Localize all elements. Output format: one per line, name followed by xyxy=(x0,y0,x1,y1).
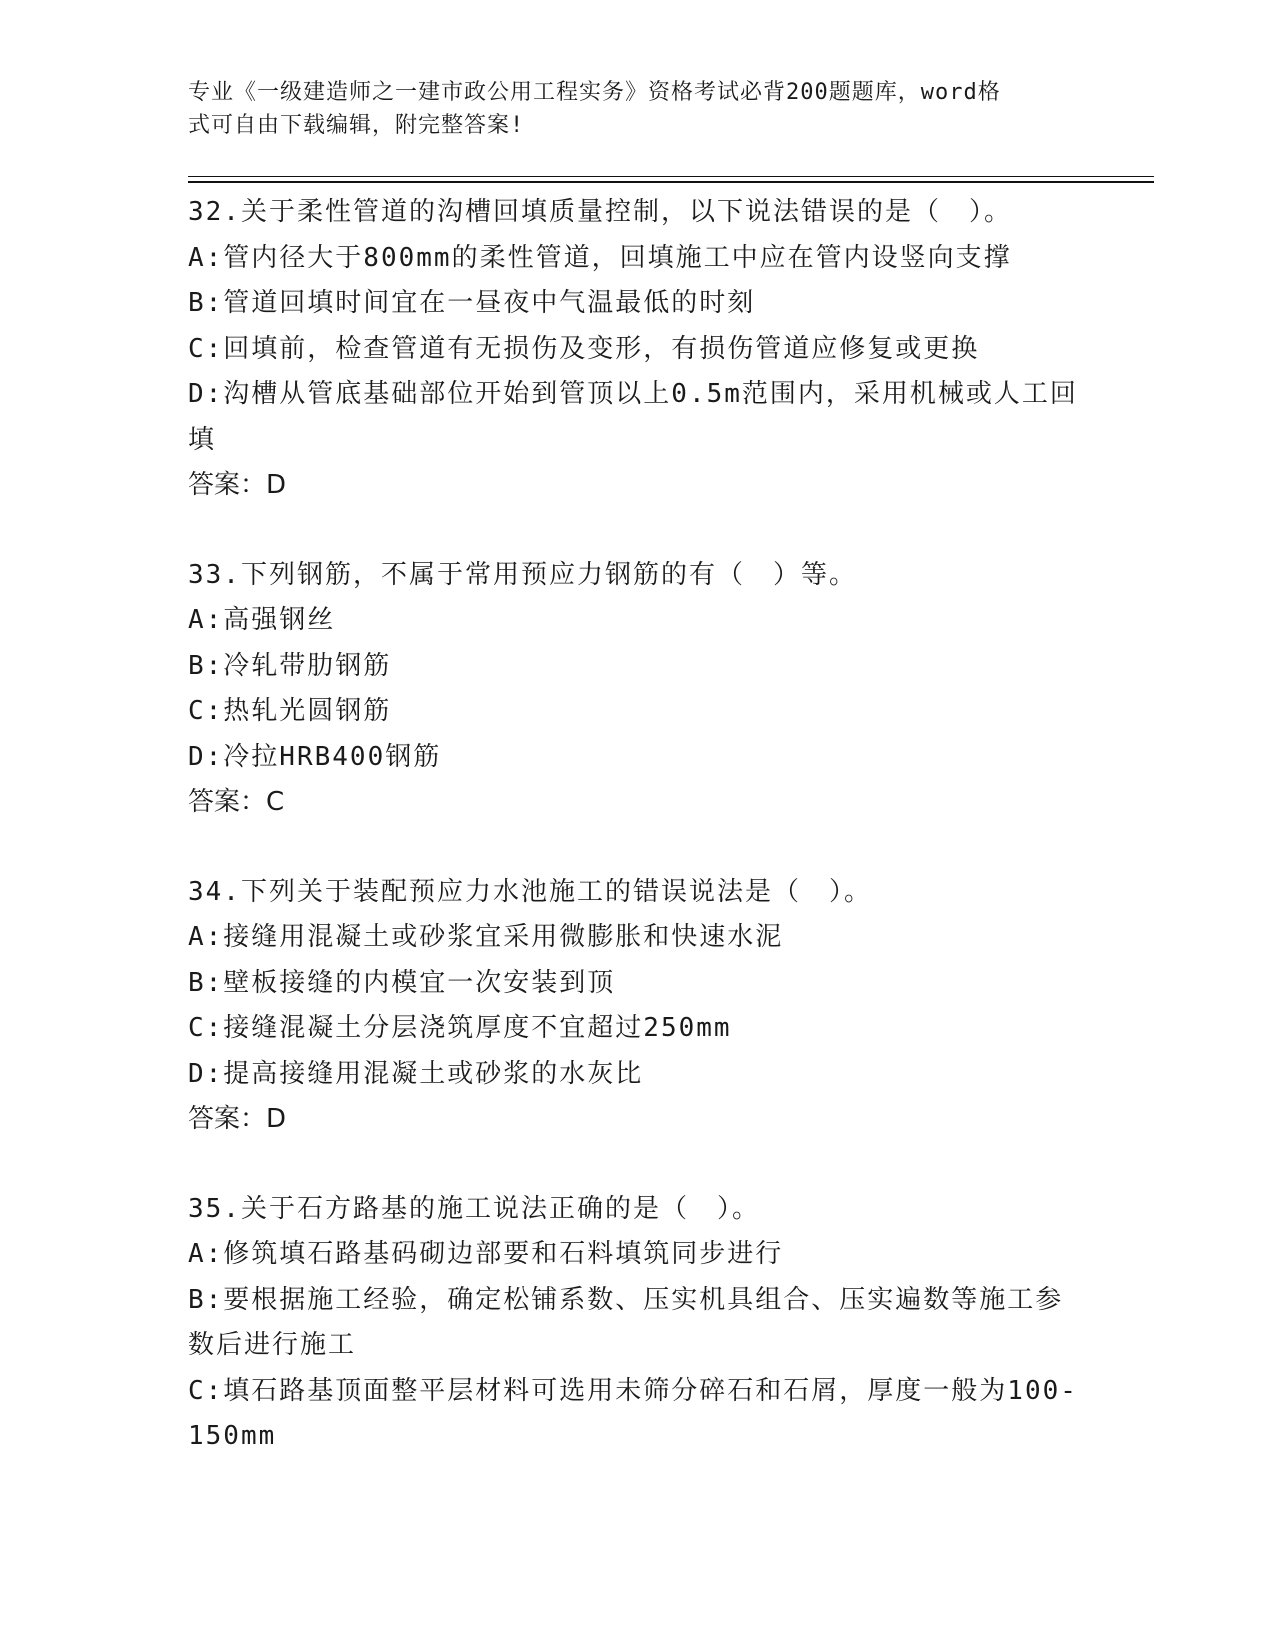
question-stem: 34.下列关于装配预应力水池施工的错误说法是（ ）。 xyxy=(188,876,872,907)
option-b: B:壁板接缝的内模宜一次安装到顶 xyxy=(188,967,616,998)
option-b: B:冷轧带肋钢筋 xyxy=(188,650,392,681)
option-a: A:修筑填石路基码砌边部要和石料填筑同步进行 xyxy=(188,1239,784,1269)
question-35 xyxy=(188,1187,1088,1460)
header-divider-thin xyxy=(188,176,1154,177)
question-stem: 33.下列钢筋，不属于常用预应力钢筋的有（ ）等。 xyxy=(188,559,857,590)
option-a: A:管内径大于800mm的柔性管道，回填施工中应在管内设竖向支撑 xyxy=(188,242,1012,273)
question-34 xyxy=(188,870,1088,1143)
option-b: B:要根据施工经验，确定松铺系数、压实机具组合、压实遍数等施工参数后进行施工 xyxy=(188,1284,1064,1360)
option-d: D:冷拉HRB400钢筋 xyxy=(188,741,442,772)
header-divider-thick xyxy=(188,181,1154,183)
question-33 xyxy=(188,553,1088,826)
option-c: C:填石路基顶面整平层材料可选用未筛分碎石和石屑，厚度一般为100-150mm xyxy=(188,1375,1078,1451)
option-c: C:热轧光圆钢筋 xyxy=(188,696,392,726)
document-header xyxy=(188,76,1068,142)
question-stem: 35.关于石方路基的施工说法正确的是（ ）。 xyxy=(188,1193,760,1224)
header-line-2: 式可自由下载编辑，附完整答案! xyxy=(188,113,525,138)
option-c: C:接缝混凝土分层浇筑厚度不宜超过250mm xyxy=(188,1013,732,1043)
answer-label: 答案：C xyxy=(188,787,285,817)
option-a: A:接缝用混凝土或砂浆宜采用微膨胀和快速水泥 xyxy=(188,922,784,952)
option-b: B:管道回填时间宜在一昼夜中气温最低的时刻 xyxy=(188,288,756,318)
question-stem: 32.关于柔性管道的沟槽回填质量控制，以下说法错误的是（ ）。 xyxy=(188,197,1012,227)
option-d: D:提高接缝用混凝土或砂浆的水灰比 xyxy=(188,1058,644,1089)
question-list xyxy=(188,190,1088,1504)
option-d: D:沟槽从管底基础部位开始到管顶以上0.5m范围内，采用机械或人工回填 xyxy=(188,379,1078,455)
header-line-1: 专业《一级建造师之一建市政公用工程实务》资格考试必背200题题库，word格 xyxy=(188,80,1001,105)
question-32 xyxy=(188,190,1088,509)
option-a: A:高强钢丝 xyxy=(188,605,336,635)
option-c: C:回填前，检查管道有无损伤及变形，有损伤管道应修复或更换 xyxy=(188,333,980,364)
answer-label: 答案：D xyxy=(188,470,287,500)
answer-label: 答案：D xyxy=(188,1104,287,1134)
